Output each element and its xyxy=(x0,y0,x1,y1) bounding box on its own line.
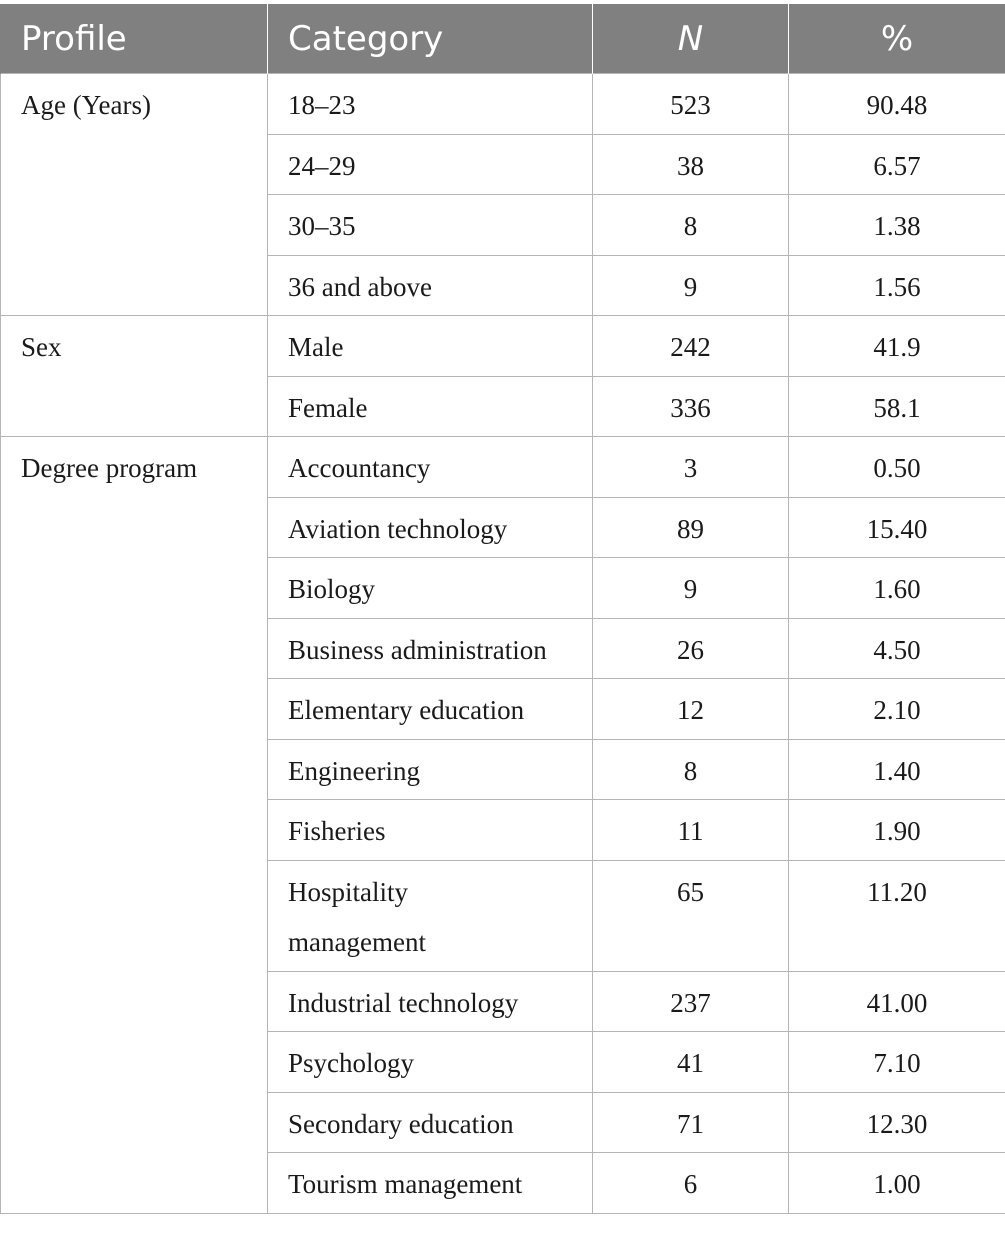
category-cell: Fisheries xyxy=(268,800,593,861)
n-cell: 9 xyxy=(593,255,789,316)
profile-cell: Sex xyxy=(1,316,268,437)
category-cell: Secondary education xyxy=(268,1092,593,1153)
percent-cell: 1.56 xyxy=(789,255,1005,316)
category-cell: Hospitality management xyxy=(268,860,593,971)
category-cell: Psychology xyxy=(268,1032,593,1093)
n-cell: 12 xyxy=(593,679,789,740)
profile-cell: Degree program xyxy=(1,437,268,1214)
percent-cell: 1.90 xyxy=(789,800,1005,861)
header-row xyxy=(1,4,1005,74)
category-cell: Aviation technology xyxy=(268,497,593,558)
percent-cell: 41.00 xyxy=(789,971,1005,1032)
header-category: Category xyxy=(268,4,593,74)
n-cell: 41 xyxy=(593,1032,789,1093)
category-cell: 30–35 xyxy=(268,195,593,256)
category-cell: Female xyxy=(268,376,593,437)
percent-cell: 41.9 xyxy=(789,316,1005,377)
category-cell: Male xyxy=(268,316,593,377)
percent-cell: 1.60 xyxy=(789,558,1005,619)
percent-cell: 2.10 xyxy=(789,679,1005,740)
percent-cell: 58.1 xyxy=(789,376,1005,437)
percent-cell: 1.40 xyxy=(789,739,1005,800)
n-cell: 237 xyxy=(593,971,789,1032)
table-body xyxy=(1,74,1005,1214)
category-cell: Biology xyxy=(268,558,593,619)
profile-cell: Age (Years) xyxy=(1,74,268,316)
n-cell: 6 xyxy=(593,1153,789,1214)
category-cell: Business administration xyxy=(268,618,593,679)
category-cell: Industrial technology xyxy=(268,971,593,1032)
n-cell: 523 xyxy=(593,74,789,135)
n-cell: 9 xyxy=(593,558,789,619)
n-cell: 11 xyxy=(593,800,789,861)
percent-cell: 1.00 xyxy=(789,1153,1005,1214)
percent-cell: 12.30 xyxy=(789,1092,1005,1153)
percent-cell: 1.38 xyxy=(789,195,1005,256)
percent-cell: 90.48 xyxy=(789,74,1005,135)
table-row xyxy=(1,74,1005,135)
category-cell: Tourism management xyxy=(268,1153,593,1214)
category-cell: 24–29 xyxy=(268,134,593,195)
n-cell: 89 xyxy=(593,497,789,558)
category-cell: Engineering xyxy=(268,739,593,800)
table-header xyxy=(1,4,1005,74)
n-cell: 65 xyxy=(593,860,789,971)
percent-cell: 6.57 xyxy=(789,134,1005,195)
n-cell: 38 xyxy=(593,134,789,195)
profile-table-container xyxy=(0,4,1005,1214)
percent-cell: 4.50 xyxy=(789,618,1005,679)
profile-table xyxy=(0,4,1005,1214)
category-cell: Elementary education xyxy=(268,679,593,740)
category-cell: 18–23 xyxy=(268,74,593,135)
n-cell: 71 xyxy=(593,1092,789,1153)
n-cell: 3 xyxy=(593,437,789,498)
percent-cell: 0.50 xyxy=(789,437,1005,498)
percent-cell: 7.10 xyxy=(789,1032,1005,1093)
category-cell: Accountancy xyxy=(268,437,593,498)
header-profile: Profile xyxy=(1,4,268,74)
percent-cell: 15.40 xyxy=(789,497,1005,558)
table-row xyxy=(1,316,1005,377)
percent-cell: 11.20 xyxy=(789,860,1005,971)
n-cell: 8 xyxy=(593,739,789,800)
category-cell: 36 and above xyxy=(268,255,593,316)
n-cell: 336 xyxy=(593,376,789,437)
header-n-label: N xyxy=(677,18,704,59)
n-cell: 8 xyxy=(593,195,789,256)
n-cell: 26 xyxy=(593,618,789,679)
header-percent: % xyxy=(789,4,1005,74)
n-cell: 242 xyxy=(593,316,789,377)
table-row xyxy=(1,437,1005,498)
header-n xyxy=(593,4,789,74)
